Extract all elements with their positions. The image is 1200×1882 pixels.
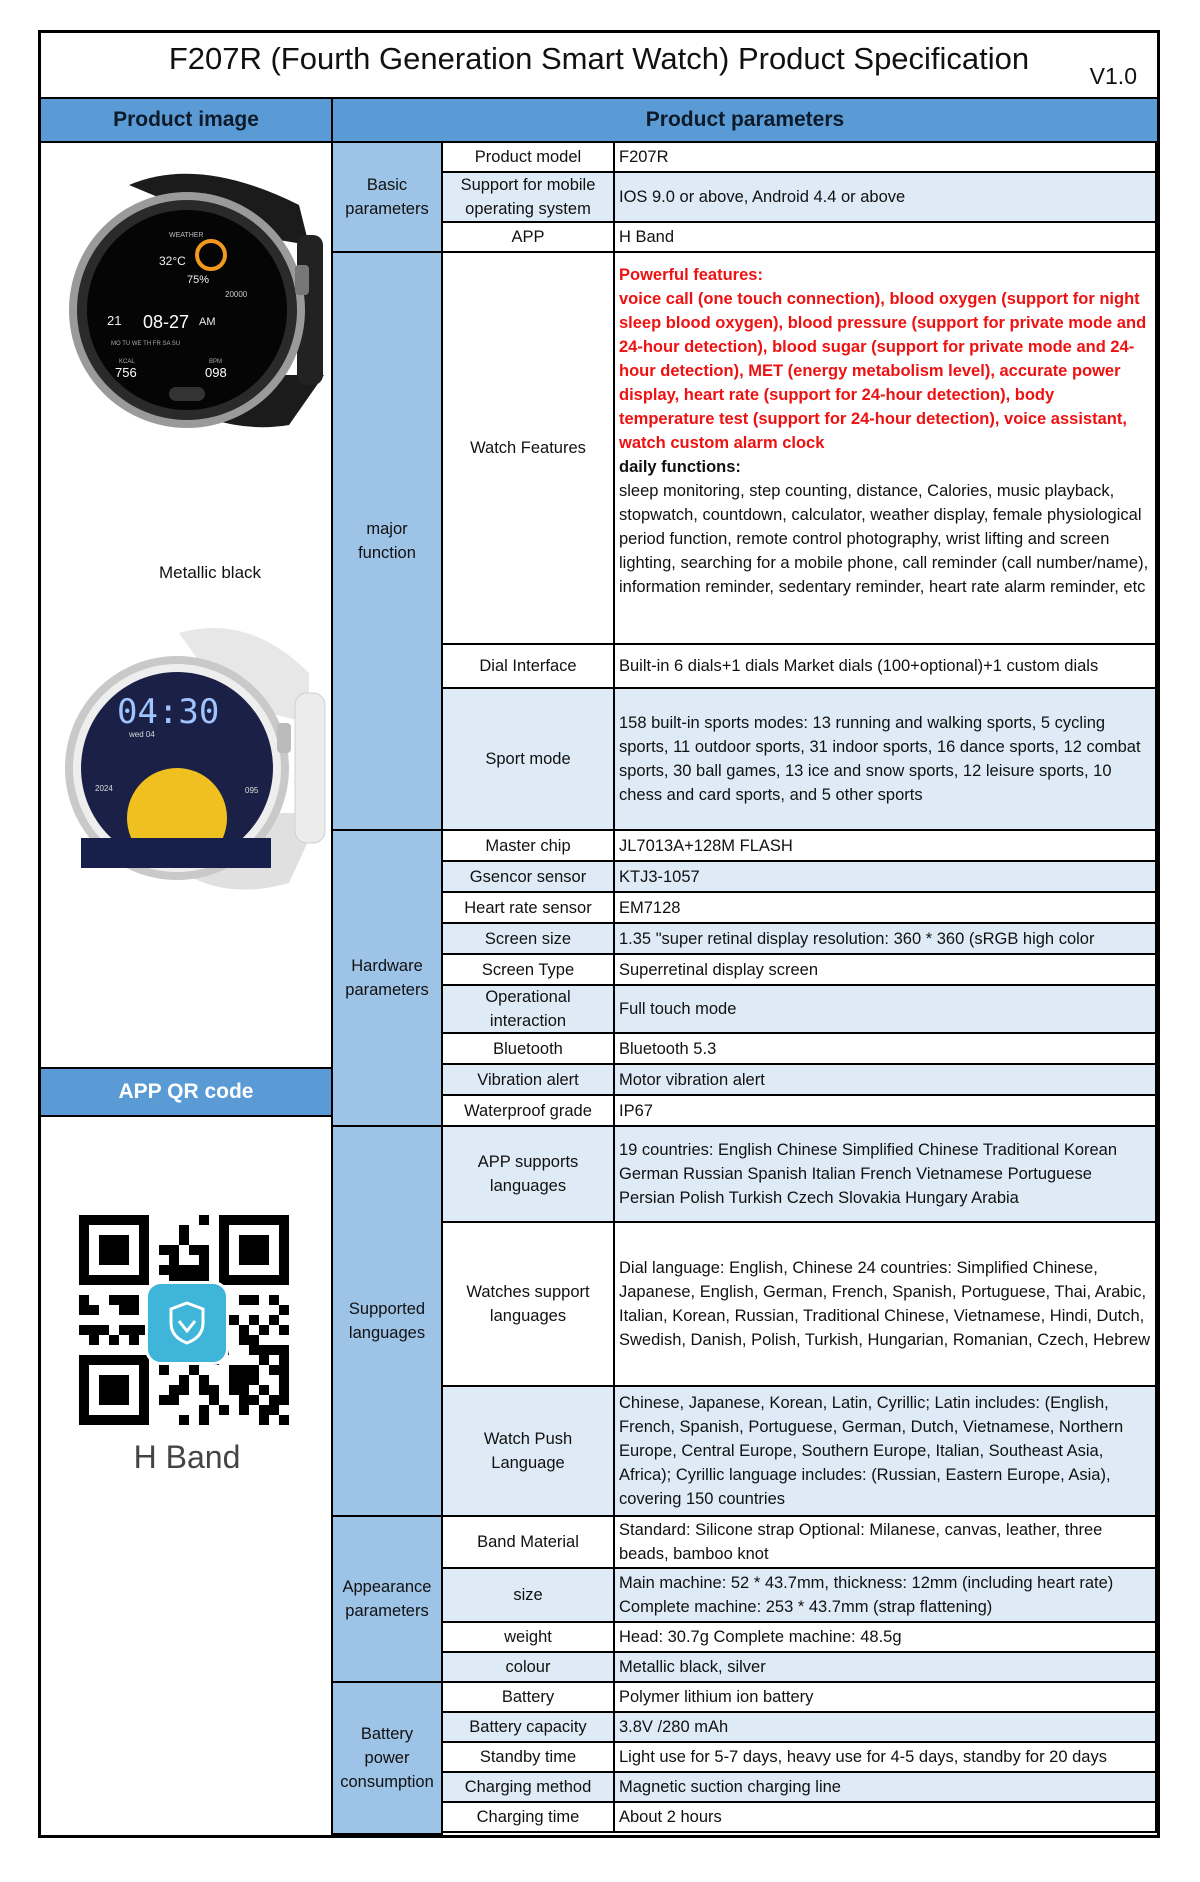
param-name: Band Material [443, 1517, 615, 1569]
param-name: APP [443, 223, 615, 253]
param-value: F207R [615, 143, 1157, 173]
param-name: Waterproof grade [443, 1096, 615, 1127]
face-temp: 32°C [159, 254, 186, 268]
param-value: Main machine: 52 * 43.7mm, thickness: 12mm (including heart rate) Complete machine: 253 * 43.7mm (strap flattening) [615, 1569, 1157, 1623]
param-name: Support for mobile operating system [443, 173, 615, 223]
title-bar [41, 33, 1157, 99]
param-value: Motor vibration alert [615, 1065, 1157, 1096]
product-parameters-header: Product parameters [333, 99, 1157, 143]
param-value: Light use for 5-7 days, heavy use for 4-5 days, standby for 20 days [615, 1743, 1157, 1773]
face-bpm: 098 [205, 365, 227, 380]
param-value: EM7128 [615, 893, 1157, 924]
face-day: 21 [107, 313, 122, 328]
param-name: Standby time [443, 1743, 615, 1773]
param-name: Dial Interface [443, 645, 615, 689]
document-title: F207R (Fourth Generation Smart Watch) Product Specification [168, 41, 1030, 76]
daily-functions-text: sleep monitoring, step counting, distance, Calories, music playback, stopwatch, countdown, calculator, weather display, female physiological period function, remote control photography, wrist lifting and screen lighting, searching for a mobile phone, call reminder (call number/name), information reminder, sedentary reminder, heart rate alarm reminder, etc [619, 482, 1149, 596]
black-watch-caption: Metallic black [159, 563, 262, 582]
face-weekdays: MO TU WE TH FR SA SU [111, 341, 181, 347]
product-image-header: Product image [41, 99, 333, 143]
param-value: JL7013A+128M FLASH [615, 831, 1157, 862]
param-name: Vibration alert [443, 1065, 615, 1096]
hband-logo-icon [145, 1281, 229, 1365]
spec-sheet [38, 30, 1160, 1838]
face-year: 2024 [95, 784, 113, 793]
param-value: Polymer lithium ion battery [615, 1683, 1157, 1713]
param-name: Master chip [443, 831, 615, 862]
face-date: 08-27 [143, 312, 190, 332]
face-kcal-label: KCAL [119, 359, 135, 365]
face-steps: 20000 [225, 290, 248, 299]
param-name: Screen size [443, 924, 615, 955]
param-name: Product model [443, 143, 615, 173]
powerful-features-text: voice call (one touch connection), blood oxygen (support for night sleep blood oxygen), blood pressure (support for private mode and 24-hour detection), blood sugar (support for private mode and 24-hour detection), MET (energy metabolism level), accurate power display, heart rate (support for 24-hour detection), body temperature test (support for 24-hour detection), voice assistant, watch custom alarm clock [619, 290, 1147, 452]
param-value: Dial language: English, Chinese 24 countries: Simplified Chinese, Japanese, English, German, French, Spanish, Portuguese, Thai, Arabic, Italian, Korean, Russian, Traditional Chinese, Vietnamese, Hindi, Dutch, Swedish, Danish, Polish, Turkish, Hungarian, Romanian, Czech, Hebrew [615, 1223, 1157, 1387]
param-value: Full touch mode [615, 986, 1157, 1034]
param-value: IP67 [615, 1096, 1157, 1127]
category-hardware: Hardware parameters [333, 831, 443, 1127]
face-humidity: 75% [187, 274, 210, 286]
face-weather: WEATHER [169, 232, 204, 239]
param-value: Bluetooth 5.3 [615, 1034, 1157, 1065]
category-languages: Supported languages [333, 1127, 443, 1517]
param-value: Chinese, Japanese, Korean, Latin, Cyrillic; Latin includes: (English, French, Spanish, Portuguese, German, Dutch, Vietnamese, Northern Europe, Central Europe, Southern Europe, Italian, Southeast Asia, Africa); Cyrillic language includes: (Russian, Eastern Europe, Asia), covering 150 countries [615, 1387, 1157, 1517]
param-name: Screen Type [443, 955, 615, 986]
powerful-features-title: Powerful features: [619, 266, 763, 284]
face-bpm-label: BPM [209, 359, 223, 365]
param-name: Battery capacity [443, 1713, 615, 1743]
category-major-function: major function [333, 253, 443, 831]
param-value: 158 built-in sports modes: 13 running and walking sports, 5 cycling sports, 11 outdoor sports, 31 indoor sports, 16 dance sports, 12 combat sports, 30 ball games, 13 ice and snow sports, 12 leisure sports, 10 chess and card sports, and 5 other sports [615, 689, 1157, 831]
param-value: Superretinal display screen [615, 955, 1157, 986]
product-image-panel [41, 143, 333, 1067]
category-battery: Battery power consumption [333, 1683, 443, 1835]
app-qr-header: APP QR code [41, 1067, 333, 1117]
param-value: Magnetic suction charging line [615, 1773, 1157, 1803]
face-ampm: AM [199, 316, 216, 328]
app-qr-code[interactable] [79, 1215, 289, 1425]
face-time: 04:30 [117, 692, 220, 732]
param-value: Standard: Silicone strap Optional: Milanese, canvas, leather, three beads, bamboo knot [615, 1517, 1157, 1569]
param-value: 1.35 "super retinal display resolution: 360 * 360 (sRGB high color [615, 924, 1157, 955]
qr-panel [41, 1117, 333, 1835]
face-weekday: wed 04 [129, 730, 155, 739]
param-name: Charging time [443, 1803, 615, 1833]
black-watch-image [59, 165, 339, 455]
param-value: 3.8V /280 mAh [615, 1713, 1157, 1743]
daily-functions-title: daily functions: [619, 458, 741, 476]
version-label: V1.0 [1089, 63, 1137, 89]
param-name: colour [443, 1653, 615, 1683]
param-value: Metallic black, silver [615, 1653, 1157, 1683]
param-name: Charging method [443, 1773, 615, 1803]
watch-features-value [615, 253, 1157, 645]
param-name: Watches support languages [443, 1223, 615, 1387]
category-basic: Basic parameters [333, 143, 443, 253]
param-name: Watch Push Language [443, 1387, 615, 1517]
qr-caption: H Band [133, 1439, 241, 1475]
param-value: H Band [615, 223, 1157, 253]
silver-watch-image [59, 613, 339, 903]
param-name: APP supports languages [443, 1127, 615, 1223]
param-name: Bluetooth [443, 1034, 615, 1065]
param-name: Heart rate sensor [443, 893, 615, 924]
param-value: 19 countries: English Chinese Simplified Chinese Traditional Korean German Russian Spanish Italian French Vietnamese Portuguese Persian Polish Turkish Czech Slovakia Hungary Arabia [615, 1127, 1157, 1223]
category-appearance: Appearance parameters [333, 1517, 443, 1683]
param-value: Built-in 6 dials+1 dials Market dials (100+optional)+1 custom dials [615, 645, 1157, 689]
param-value: IOS 9.0 or above, Android 4.4 or above [615, 173, 1157, 223]
face-kcal: 756 [115, 365, 137, 380]
param-value: Head: 30.7g Complete machine: 48.5g [615, 1623, 1157, 1653]
param-name: weight [443, 1623, 615, 1653]
param-name: Operational interaction [443, 986, 615, 1034]
param-value: About 2 hours [615, 1803, 1157, 1833]
param-name: Sport mode [443, 689, 615, 831]
param-name: size [443, 1569, 615, 1623]
face-number: 095 [245, 786, 259, 795]
param-name: Battery [443, 1683, 615, 1713]
param-name: Gsencor sensor [443, 862, 615, 893]
param-value: KTJ3-1057 [615, 862, 1157, 893]
param-name: Watch Features [443, 253, 615, 645]
